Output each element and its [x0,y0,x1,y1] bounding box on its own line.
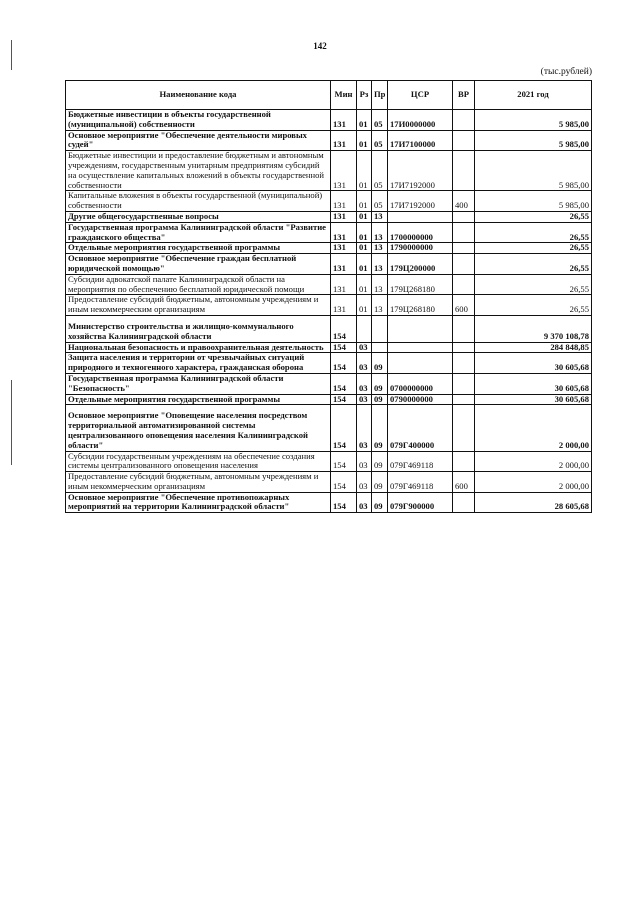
row-value: 30 605,68 [475,394,592,405]
row-pr: 09 [372,394,388,405]
table-row [66,254,592,275]
row-min: 131 [331,211,357,222]
row-value: 26,55 [475,274,592,295]
row-value: 9 370 108,78 [475,315,592,342]
row-csr: 079Г469118 [388,451,453,472]
header-name: Наименование кода [66,81,331,110]
row-min: 131 [331,110,357,131]
row-pr: 09 [372,405,388,451]
table-row [66,110,592,131]
row-pr: 13 [372,295,388,316]
row-csr: 0700000000 [388,373,453,394]
row-name: Бюджетные инвестиции в объекты государственной (муниципальной) собственности [66,110,331,131]
row-name: Другие общегосударственные вопросы [66,211,331,222]
row-csr: 079Г900000 [388,492,453,513]
row-csr: 17И7100000 [388,130,453,151]
row-vr [453,211,475,222]
row-name: Предоставление субсидий бюджетным, автономным учреждениям и иным некоммерческим организациям [66,472,331,493]
row-vr [453,274,475,295]
row-name: Государственная программа Калининградской области "Развитие гражданского общества" [66,222,331,243]
header-vr: ВР [453,81,475,110]
row-vr [453,451,475,472]
budget-table [65,80,592,513]
row-name: Основное мероприятие "Обеспечение противопожарных мероприятий на территории Калининградской области" [66,492,331,513]
row-vr [453,373,475,394]
row-vr [453,342,475,353]
row-csr: 0790000000 [388,394,453,405]
row-rz: 01 [357,191,372,212]
row-rz: 01 [357,274,372,295]
row-csr: 079Г400000 [388,405,453,451]
units-label: (тыс.рублей) [540,67,592,77]
row-name: Бюджетные инвестиции и предоставление бюджетным и автономным учреждениям, государственным унитарным предприятиям субсидий на осуществление капитальных вложений в объекты государственной собственности [66,151,331,191]
table-row [66,211,592,222]
row-value: 2 000,00 [475,405,592,451]
row-value: 284 848,85 [475,342,592,353]
row-rz: 01 [357,151,372,191]
row-min: 131 [331,130,357,151]
row-vr [453,243,475,254]
row-vr [453,130,475,151]
row-name: Защита населения и территории от чрезвычайных ситуаций природного и техногенного характера, гражданская оборона [66,353,331,374]
header-rz: Рз [357,81,372,110]
row-value: 5 985,00 [475,130,592,151]
row-min: 154 [331,353,357,374]
row-rz: 01 [357,243,372,254]
row-min: 154 [331,342,357,353]
row-name: Основное мероприятие "Обеспечение деятельности мировых судей" [66,130,331,151]
row-name: Отдельные мероприятия государственной программы [66,243,331,254]
row-pr: 13 [372,243,388,254]
row-rz: 01 [357,110,372,131]
row-min: 131 [331,254,357,275]
row-vr [453,394,475,405]
row-pr: 09 [372,492,388,513]
table-row [66,243,592,254]
row-pr: 05 [372,110,388,131]
row-vr [453,353,475,374]
row-rz: 01 [357,254,372,275]
row-name: Национальная безопасность и правоохранительная деятельность [66,342,331,353]
row-value: 26,55 [475,222,592,243]
table-row [66,130,592,151]
row-rz [357,315,372,342]
row-min: 154 [331,405,357,451]
row-pr: 05 [372,130,388,151]
header-min: Мин [331,81,357,110]
table-row [66,492,592,513]
row-value: 2 000,00 [475,451,592,472]
row-rz: 01 [357,295,372,316]
row-csr: 179Ц268180 [388,274,453,295]
page-number: 142 [313,41,327,51]
row-rz: 03 [357,492,372,513]
row-pr: 09 [372,353,388,374]
row-min: 131 [331,191,357,212]
header-pr: Пр [372,81,388,110]
row-csr [388,353,453,374]
row-csr: 179Ц200000 [388,254,453,275]
row-name: Основное мероприятие "Обеспечение граждан бесплатной юридической помощью" [66,254,331,275]
table-header-row [66,81,592,110]
row-min: 154 [331,472,357,493]
row-name: Основное мероприятие "Оповещение населения посредством территориальной автоматизированной системы централизованного оповещения населения Калининградской области" [66,405,331,451]
table-row [66,274,592,295]
row-rz: 01 [357,130,372,151]
row-value: 26,55 [475,211,592,222]
row-pr: 13 [372,274,388,295]
row-pr [372,342,388,353]
row-vr [453,315,475,342]
row-rz: 01 [357,211,372,222]
row-name: Субсидии адвокатской палате Калининградской области на мероприятия по обеспечению бесплатной юридической помощи [66,274,331,295]
row-csr: 1700000000 [388,222,453,243]
row-value: 26,55 [475,243,592,254]
row-vr: 600 [453,295,475,316]
table-row [66,405,592,451]
row-name: Отдельные мероприятия государственной программы [66,394,331,405]
row-value: 26,55 [475,295,592,316]
row-name: Капитальные вложения в объекты государственной (муниципальной) собственности [66,191,331,212]
row-pr: 13 [372,222,388,243]
row-rz: 03 [357,394,372,405]
row-pr: 05 [372,191,388,212]
table-row [66,151,592,191]
row-csr [388,315,453,342]
row-name: Субсидии государственным учреждениям на обеспечение создания системы централизованного оповещения населения [66,451,331,472]
header-csr: ЦСР [388,81,453,110]
table-row [66,451,592,472]
row-csr [388,211,453,222]
row-value: 5 985,00 [475,110,592,131]
row-value: 5 985,00 [475,151,592,191]
table-row [66,472,592,493]
row-name: Государственная программа Калининградской области "Безопасность" [66,373,331,394]
row-min: 131 [331,274,357,295]
row-vr [453,492,475,513]
row-rz: 03 [357,451,372,472]
row-name: Министерство строительства и жилищно-коммунального хозяйства Калининградской области [66,315,331,342]
row-value: 30 605,68 [475,373,592,394]
table-row [66,373,592,394]
row-pr: 13 [372,254,388,275]
row-csr: 17И7192000 [388,151,453,191]
row-min: 154 [331,394,357,405]
row-pr: 09 [372,451,388,472]
table-body [66,110,592,513]
row-vr [453,151,475,191]
row-rz: 03 [357,342,372,353]
table-row [66,342,592,353]
row-csr [388,342,453,353]
row-pr [372,315,388,342]
row-min: 131 [331,243,357,254]
row-vr [453,110,475,131]
row-min: 131 [331,295,357,316]
row-pr: 09 [372,373,388,394]
row-min: 154 [331,492,357,513]
row-rz: 03 [357,353,372,374]
row-csr: 079Г469118 [388,472,453,493]
row-pr: 09 [372,472,388,493]
table-row [66,353,592,374]
table-row [66,394,592,405]
row-value: 30 605,68 [475,353,592,374]
row-min: 131 [331,222,357,243]
row-value: 26,55 [475,254,592,275]
table-row [66,295,592,316]
row-csr: 179Ц268180 [388,295,453,316]
row-min: 154 [331,373,357,394]
row-rz: 01 [357,222,372,243]
header-year: 2021 год [475,81,592,110]
row-vr: 600 [453,472,475,493]
row-csr: 17И7192000 [388,191,453,212]
row-vr [453,405,475,451]
row-rz: 03 [357,373,372,394]
row-rz: 03 [357,472,372,493]
margin-line [11,380,12,465]
row-csr: 17И0000000 [388,110,453,131]
row-min: 154 [331,451,357,472]
table-row [66,315,592,342]
row-vr [453,254,475,275]
row-vr [453,222,475,243]
row-value: 28 605,68 [475,492,592,513]
row-min: 154 [331,315,357,342]
table-row [66,222,592,243]
row-value: 2 000,00 [475,472,592,493]
row-rz: 03 [357,405,372,451]
row-value: 5 985,00 [475,191,592,212]
row-name: Предоставление субсидий бюджетным, автономным учреждениям и иным некоммерческим организациям [66,295,331,316]
row-pr: 13 [372,211,388,222]
row-pr: 05 [372,151,388,191]
row-min: 131 [331,151,357,191]
table-row [66,191,592,212]
row-csr: 1790000000 [388,243,453,254]
row-vr: 400 [453,191,475,212]
